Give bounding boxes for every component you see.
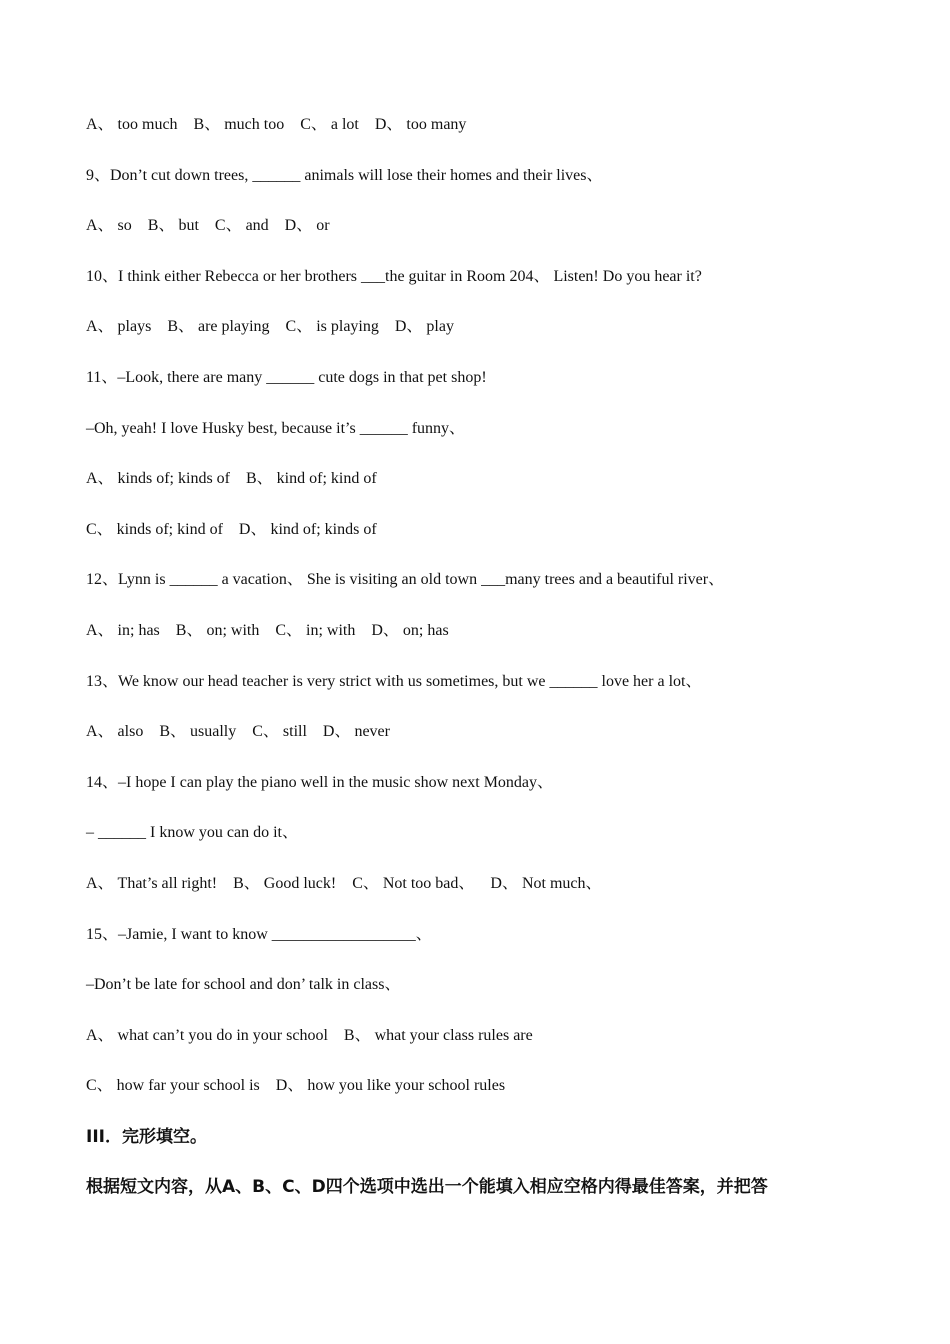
q10-options: A、 plays B、 are playing C、 is playing D、 play [86,318,454,336]
q11-options-cd: C、 kinds of; kind of D、 kind of; kinds of [86,520,377,538]
q14-options: A、 That’s all right! B、 Good luck! C、 Not too bad、 D、 Not much、 [86,874,602,892]
q9-stem: 9、Don’t cut down trees, ______ animals will lose their homes and their lives、 [86,166,603,184]
q15-options-cd: C、 how far your school is D、 how you like your school rules [86,1077,506,1095]
q15-stem-line1: 15、–Jamie, I want to know __________________、 [86,925,432,943]
q12-options: A、 in; has B、 on; with C、 in; with D、 on; has [86,621,449,639]
q8-options: A、 too much B、 much too C、 a lot D、 too many [86,116,467,133]
q13-options: A、 also B、 usually C、 still D、 never [86,723,390,741]
section-instruction: 根据短文内容，从A、B、C、D四个选项中选出一个能填入相应空格内得最佳答案，并把答 [86,1177,768,1198]
q14-stem-line1: 14、–I hope I can play the piano well in the music show next Monday、 [86,773,554,791]
q13-stem: 13、We know our head teacher is very strict with us sometimes, but we ______ love her a lot、 [86,672,702,690]
q12-stem: 12、Lynn is ______ a vacation、 She is visiting an old town ___many trees and a beautiful river、 [86,571,725,589]
q15-options-ab: A、 what can’t you do in your school B、 what your class rules are [86,1026,533,1044]
q9-options: A、 so B、 but C、 and D、 or [86,217,330,235]
q14-stem-line2: – ______ I know you can do it、 [86,824,298,842]
q15-stem-line2: –Don’t be late for school and don’ talk in class、 [86,976,401,994]
q11-stem-line1: 11、–Look, there are many ______ cute dogs in that pet shop! [86,368,487,386]
q11-stem-line2: –Oh, yeah! I love Husky best, because it’s ______ funny、 [86,419,466,437]
q11-options-ab: A、 kinds of; kinds of B、 kind of; kind of [86,470,377,488]
section-heading: III．完形填空。 [86,1126,207,1147]
document-page [86,114,876,1227]
q10-stem: 10、I think either Rebecca or her brothers ___the guitar in Room 204、 Listen! Do you hear it? [86,267,702,285]
